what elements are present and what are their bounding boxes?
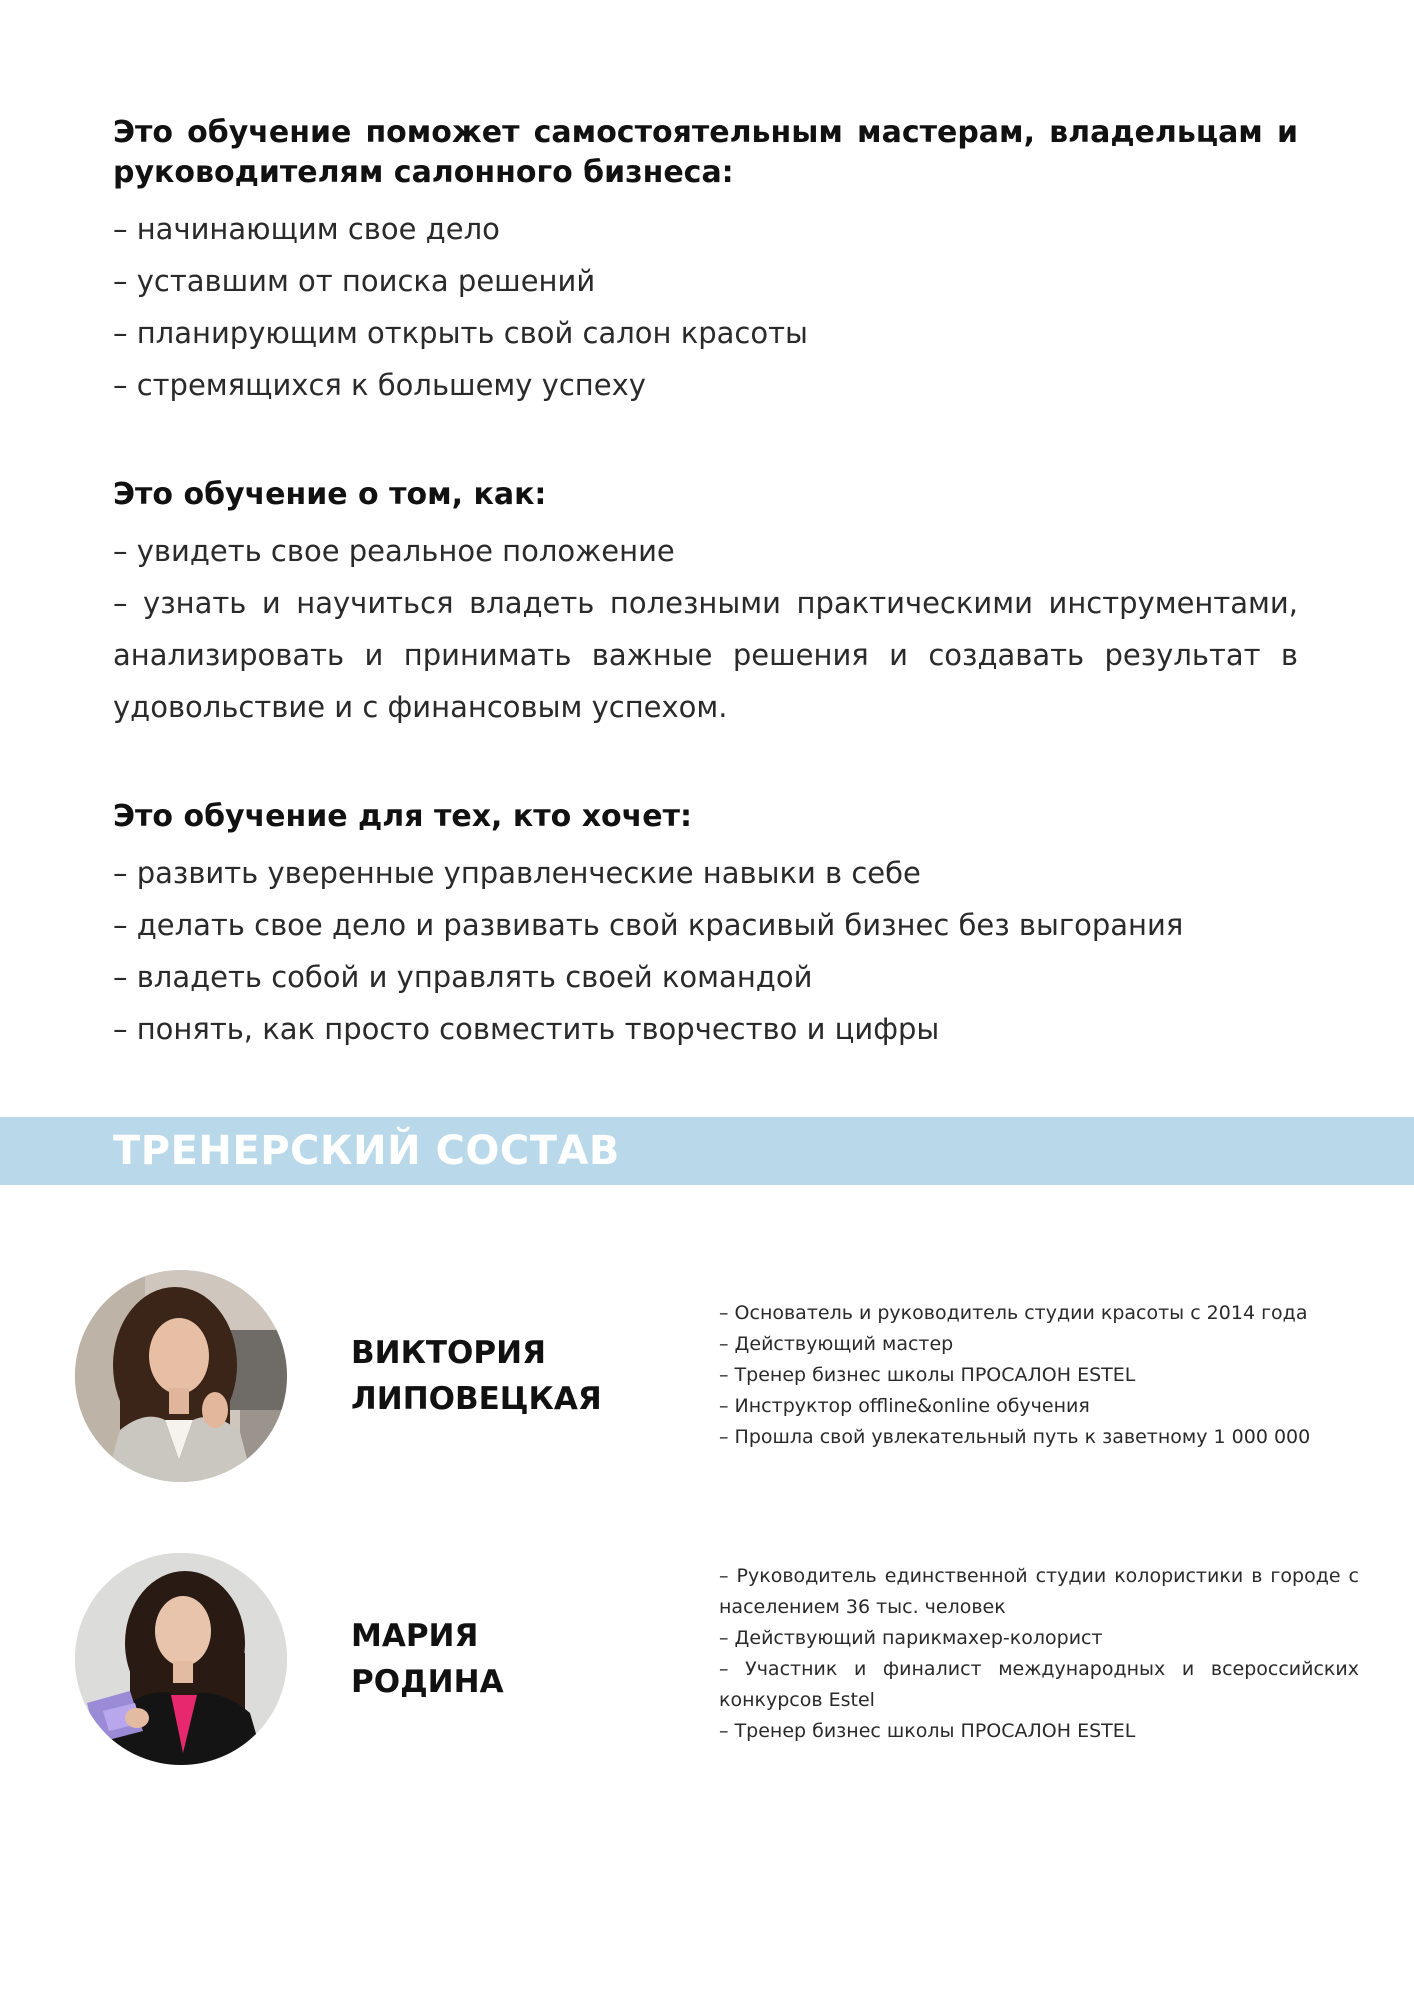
list-item: – развить уверенные управленческие навыки в себе: [113, 856, 921, 890]
section-title: Это обучение для тех, кто хочет:: [113, 799, 692, 834]
list-item: – начинающим свое дело: [113, 212, 500, 246]
trainer-card: [0, 1270, 1414, 1485]
bio-item: – Инструктор offline&online обучения: [719, 1395, 1090, 1417]
trainer-card: [0, 1553, 1414, 1768]
trainer-bio: [719, 1561, 1359, 1747]
list-item: – узнать и научиться владеть полезными практическими инструментами, анализировать и принимать важные решения и создавать результат в удовольствие и с финансовым успехом.: [113, 586, 1298, 724]
about-section: [113, 475, 1298, 733]
audience-section: [113, 113, 1298, 411]
section-title: Это обучение поможет самостоятельным мастерам, владельцам и руководителям салонного бизнеса:: [113, 115, 1298, 190]
list-item: – стремящихся к большему успеху: [113, 368, 646, 402]
list-item: – увидеть свое реальное положение: [113, 534, 675, 568]
bio-item: – Действующий парикмахер-колорист: [719, 1627, 1103, 1649]
bio-item: – Тренер бизнес школы ПРОСАЛОН ESTEL: [719, 1720, 1136, 1742]
bio-item: – Тренер бизнес школы ПРОСАЛОН ESTEL: [719, 1364, 1136, 1386]
bio-item: – Основатель и руководитель студии красоты с 2014 года: [719, 1302, 1308, 1324]
list-item: – уставшим от поиска решений: [113, 264, 596, 298]
banner-title: ТРЕНЕРСКИЙ СОСТАВ: [113, 1128, 620, 1174]
bio-item: – Участник и финалист международных и всероссийских конкурсов Estel: [719, 1658, 1359, 1711]
about-list: [113, 525, 1298, 733]
list-item: – делать свое дело и развивать свой красивый бизнес без выгорания: [113, 908, 1184, 942]
trainer-last-name: ЛИПОВЕЦКАЯ: [351, 1381, 602, 1417]
list-item: – владеть собой и управлять своей командой: [113, 960, 813, 994]
trainer-photo-image: [75, 1270, 287, 1482]
bio-item: – Руководитель единственной студии колористики в городе с населением 36 тыс. человек: [719, 1565, 1359, 1618]
audience-list: [113, 203, 1298, 411]
trainer-photo: [75, 1553, 287, 1765]
list-item: – понять, как просто совместить творчество и цифры: [113, 1012, 940, 1046]
bio-item: – Действующий мастер: [719, 1333, 954, 1355]
list-item: – планирующим открыть свой салон красоты: [113, 316, 808, 350]
bio-item: – Прошла свой увлекательный путь к заветному 1 000 000: [719, 1426, 1311, 1448]
section-title: Это обучение о том, как:: [113, 477, 547, 512]
goals-section: [113, 797, 1298, 1055]
trainers-banner: [0, 1117, 1414, 1185]
trainer-name: [351, 1330, 602, 1422]
trainer-last-name: РОДИНА: [351, 1664, 504, 1700]
goals-list: [113, 847, 1298, 1055]
trainer-name: [351, 1613, 504, 1705]
trainer-photo: [75, 1270, 287, 1482]
trainer-first-name: МАРИЯ: [351, 1618, 479, 1654]
trainer-first-name: ВИКТОРИЯ: [351, 1335, 546, 1371]
trainer-bio: [719, 1298, 1359, 1453]
trainer-photo-image: [75, 1553, 287, 1765]
